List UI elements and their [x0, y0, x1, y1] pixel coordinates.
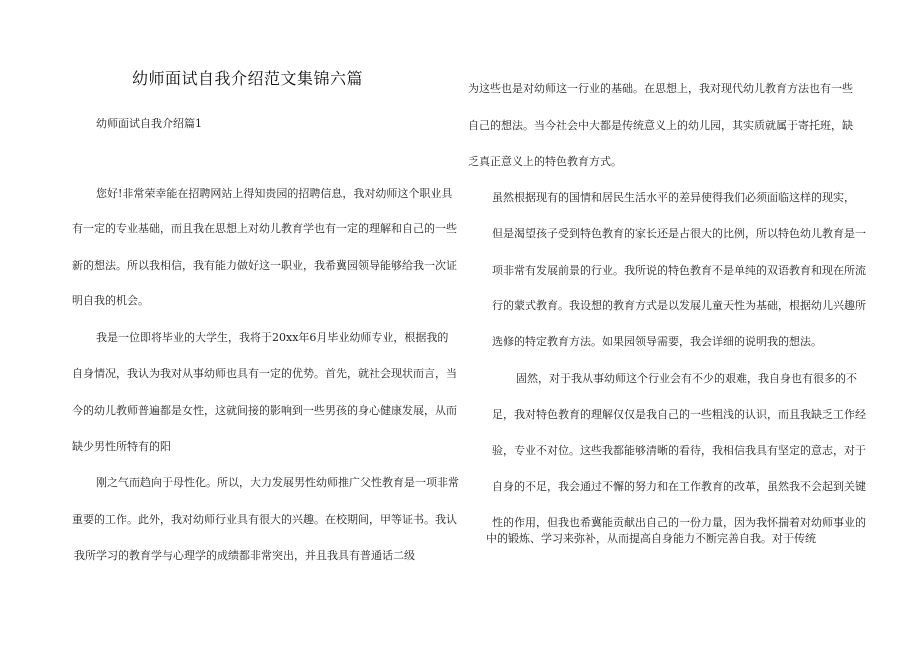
right-paragraph-line: 性的作用，但我也希冀能贡献出自己的一份力量，因为我怀揣着对幼师事业的	[492, 516, 866, 529]
left-paragraph-line: 明自我的机会。	[72, 294, 149, 307]
right-paragraph-line: 固然，对于我从事幼师这个行业会有不少的艰难，我自身也有很多的不	[516, 372, 857, 385]
right-paragraph-line: 足，我对特色教育的理解仅仅是我自己的一些粗浅的认识，而且我缺乏工作经	[492, 408, 866, 421]
left-paragraph-line: 新的想法。所以我相信，我有能力做好这一职业，我希冀园领导能够给我一次证	[72, 259, 457, 272]
left-paragraph-line: 重要的工作。此外，我对幼师行业具有很大的兴趣。在校期间，甲等证书。我认	[72, 513, 457, 526]
right-paragraph-line: 为这些也是对幼师这一行业的基础。在思想上，我对现代幼儿教育方法也有一些	[468, 82, 853, 95]
right-paragraph-line: 中的锻炼、学习来弥补，从而提高自身能力不断完善自我。对于传统	[486, 532, 816, 545]
left-paragraph-line: 今的幼儿教师普遍都是女性，这就间接的影响到一些男孩的身心健康发展，从而	[72, 404, 457, 417]
section-heading: 幼师面试自我介绍篇1	[96, 117, 202, 130]
right-paragraph-line: 乏真正意义上的特色教育方式。	[468, 155, 622, 168]
left-paragraph-line: 我是一位即将毕业的大学生，我将于20xx年6月毕业幼师专业，根据我的	[96, 331, 449, 344]
right-paragraph-line: 选修的特定教育方法。如果园领导需要，我会详细的说明我的想法。	[492, 335, 822, 348]
left-paragraph-line: 缺少男性所特有的阳	[72, 440, 171, 453]
right-paragraph-line: 验，专业不对位。这些我都能够清晰的看待，我相信我具有坚定的意志，对于	[492, 444, 866, 457]
left-paragraph-line: 我所学习的教育学与心理学的成绩都非常突出，并且我具有普通话二级	[74, 549, 415, 562]
left-paragraph-line: 有一定的专业基础，而且我在思想上对幼儿教育学也有一定的理解和自己的一些	[72, 222, 457, 235]
left-paragraph-line: 刚之气而趋向于母性化。所以，大力发展男性幼师推广父性教育是一项非常	[96, 476, 459, 489]
right-paragraph-line: 自己的想法。当今社会中大都是传统意义上的幼儿园，其实质就属于寄托班，缺	[468, 119, 853, 132]
right-paragraph-line: 虽然根据现有的国情和居民生活水平的差异使得我们必须面临这样的现实，	[492, 191, 855, 204]
left-paragraph-line: 您好!非常荣幸能在招聘网站上得知贵园的招聘信息，我对幼师这个职业具	[96, 187, 453, 200]
document-title: 幼师面试自我介绍范文集锦六篇	[132, 69, 364, 88]
right-paragraph-line: 自身的不足，我会通过不懈的努力和在工作教育的改革，虽然我不会起到关键	[492, 480, 866, 493]
right-paragraph-line: 行的蒙式教育。我设想的教育方式是以发展儿童天性为基础，根据幼儿兴趣所	[492, 299, 866, 312]
left-paragraph-line: 自身情况，我认为我对从事幼师也具有一定的优势。首先，就社会现状而言，当	[72, 367, 457, 380]
right-paragraph-line: 项非常有发展前景的行业。我所说的特色教育不是单纯的双语教育和现在所流	[492, 264, 866, 277]
right-paragraph-line: 但是渴望孩子受到特色教育的家长还是占很大的比例，所以特色幼儿教育是一	[492, 227, 866, 240]
